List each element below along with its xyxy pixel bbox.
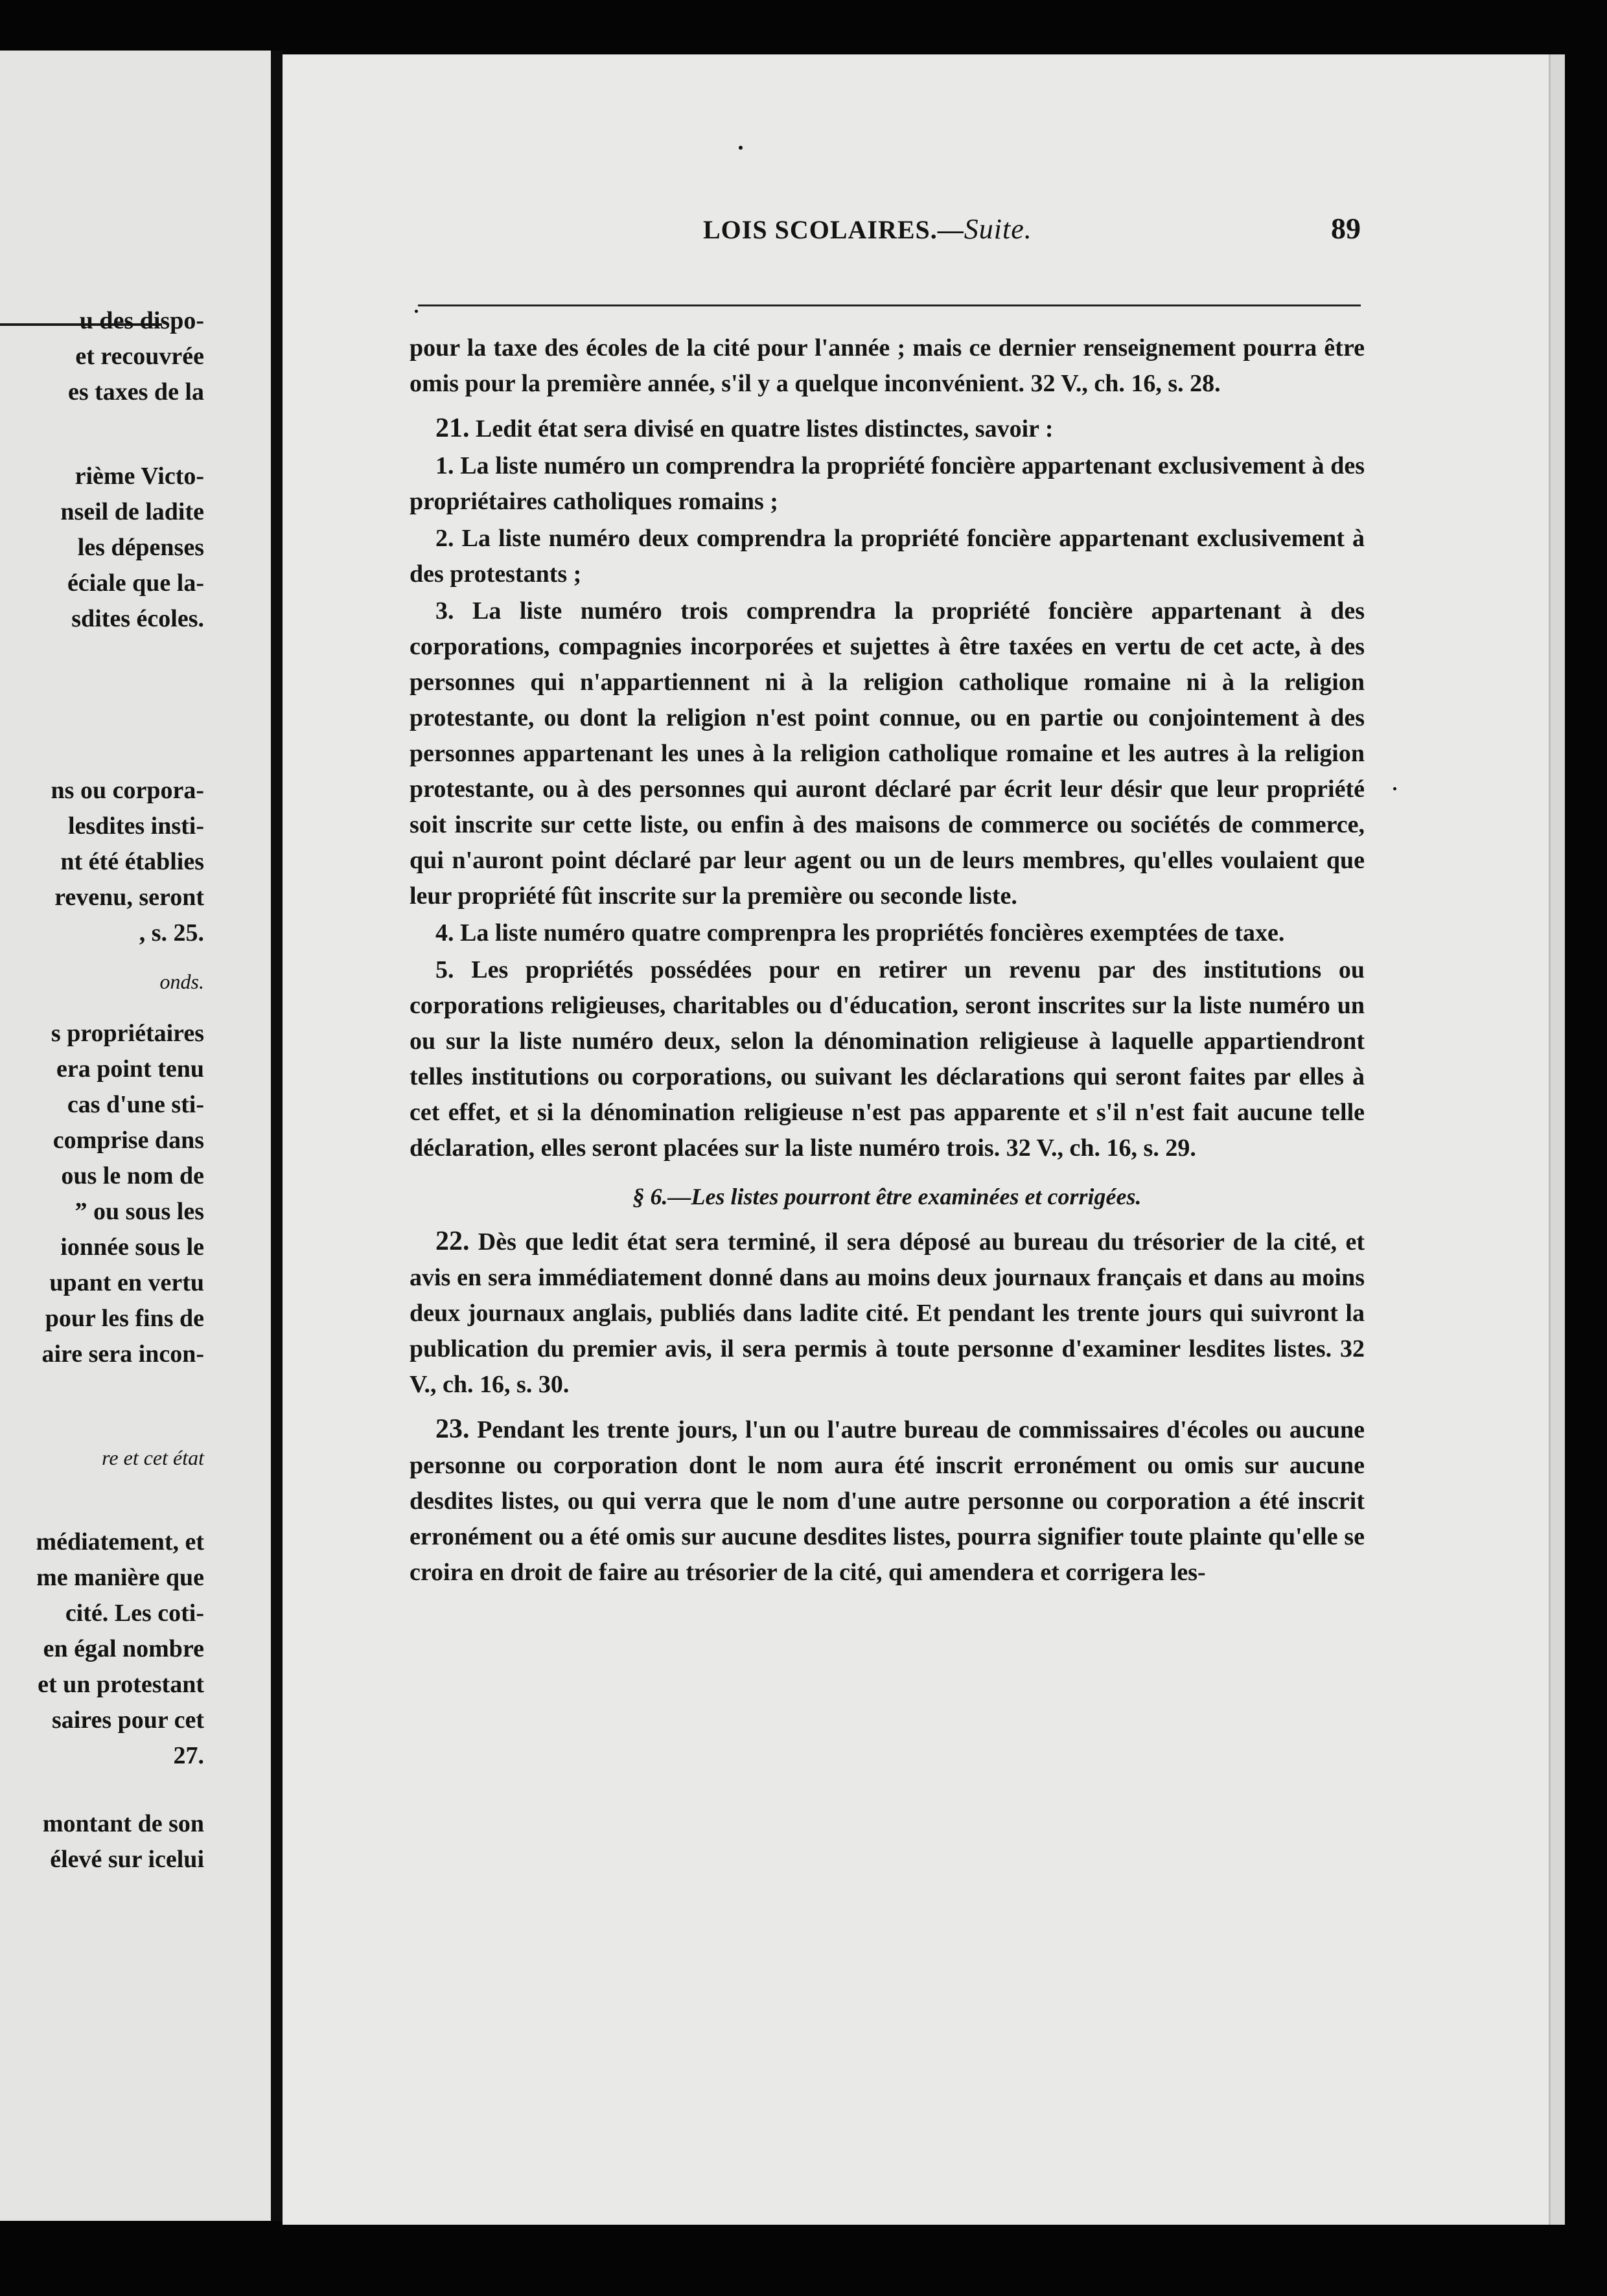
left-page-line: aire sera incon- — [41, 1340, 204, 1368]
scan-speck — [1393, 787, 1396, 790]
left-page-line: comprise dans — [52, 1127, 204, 1154]
scan-speck — [739, 146, 743, 150]
left-page-line: , s. 25. — [139, 919, 204, 947]
left-page-line: lesdites insti- — [67, 812, 204, 840]
page-body — [410, 330, 1365, 1590]
section-text: Dès que ledit état sera terminé, il sera déposé au bureau du trésorier de la cité, et avis en sera immédiatement donné dans au moins deux journaux français et dans au moins deux journaux anglais, publiés dans ladite cité. Et pendant les trente jours qui suivront la publication du premier avis, il sera permis à toute personne d'examiner lesdites listes. 32 V., ch. 16, s. 30. — [410, 1228, 1365, 1398]
left-page-line: pour les fins de — [45, 1305, 204, 1332]
left-page-line: nt été établies — [60, 848, 204, 875]
list-item-3: 3. La liste numéro trois comprendra la propriété foncière appartenant à des corporations, compagnies incorporées et sujettes à être taxées en vertu de cet acte, à des personnes qui n'appartiennent ni à la religion catholique romaine ni à la religion protestante, ou dont la religion n'est point connue, ou en partie ou conjointement à des personnes appartenant les unes à la religion catholique romaine et les autres à la religion protestante, ou à des personnes qui auront déclaré par écrit leur désir que leur propriété soit inscrite sur cette liste, ou enfin à des maisons de commerce ou sociétés de commerce, qui n'auront point déclaré par leur agent ou un de leurs membres, qu'elles voulaient que leur propriété fût inscrite sur la première ou seconde liste. — [410, 597, 1365, 910]
left-page-line: 27. — [173, 1742, 204, 1769]
left-page-line: re et cet état — [102, 1446, 204, 1469]
left-page-line: me manière que — [36, 1564, 204, 1591]
left-page-line: sdites écoles. — [71, 605, 204, 632]
section-number: 23. — [435, 1414, 470, 1444]
book-gutter — [271, 51, 283, 2221]
left-page-line: ous le nom de — [61, 1162, 204, 1189]
left-page-line: et un protestant — [38, 1671, 204, 1698]
section-23 — [410, 1412, 1365, 1590]
section-22 — [410, 1224, 1365, 1403]
left-page-line: ionnée sous le — [60, 1234, 204, 1261]
running-head-text: LOIS SCOLAIRES. — [703, 215, 938, 244]
running-head — [424, 206, 1361, 251]
paragraph-continued: pour la taxe des écoles de la cité pour l'année ; mais ce dernier renseignement pourra être omis pour la première année, s'il y a quelque inconvénient. 32 V., ch. 16, s. 28. — [410, 334, 1365, 397]
left-page-line: s propriétaires — [51, 1020, 204, 1047]
left-page-line: rième Victo- — [75, 463, 204, 490]
left-page-line: upant en vertu — [49, 1269, 204, 1296]
left-page-line: cité. Les coti- — [65, 1600, 204, 1627]
left-page-line: les dépenses — [77, 534, 204, 561]
header-rule — [418, 304, 1361, 306]
list-item-1: 1. La liste numéro un comprendra la propriété foncière appartenant exclusivement à des propriétaires catholiques romains ; — [410, 452, 1365, 515]
list-item-2: 2. La liste numéro deux comprendra la propriété foncière appartenant exclusivement à des protestants ; — [410, 525, 1365, 588]
left-page-line: es taxes de la — [67, 378, 204, 406]
left-page-line: médiatement, et — [36, 1528, 204, 1556]
section-text: Ledit état sera divisé en quatre listes distinctes, savoir : — [469, 415, 1054, 442]
left-page-fragment — [0, 51, 272, 2221]
left-page-line: montant de son — [42, 1810, 204, 1837]
left-page-line: élevé sur icelui — [50, 1846, 204, 1873]
left-page-line: éciale que la- — [67, 569, 204, 597]
left-page-line: ” ou sous les — [75, 1198, 204, 1225]
left-page-line: onds. — [159, 970, 204, 993]
left-page-line: ns ou corpora- — [51, 777, 204, 804]
scan-speck — [415, 310, 418, 313]
list-item-4: 4. La liste numéro quatre comprenpra les propriétés foncières exemptées de taxe. — [435, 919, 1285, 947]
left-page-line: u des dispo- — [79, 307, 204, 334]
section-number: 22. — [435, 1226, 470, 1256]
section-text: Pendant les trente jours, l'un ou l'autre bureau de commissaires d'écoles ou aucune personne ou corporation dont le nom aura été inscrit erronément ou omis sur aucune desdites listes, ou qui verra que le nom d'une autre personne ou corporation a été inscrit erronément ou a été omis sur aucune desdites listes, pourra signifier toute plainte qu'elle se croira en droit de faire au trésorier de la cité, qui amendera et corrigera les- — [410, 1416, 1365, 1586]
left-page-line: saires pour cet — [51, 1706, 204, 1734]
left-page-line: cas d'une sti- — [67, 1091, 204, 1118]
section-number: 21. — [435, 413, 470, 443]
left-page-line: et recouvrée — [75, 343, 204, 370]
left-page-line: revenu, seront — [54, 884, 204, 911]
page-edge — [1549, 54, 1565, 2225]
page-number: 89 — [1331, 212, 1361, 245]
left-page-line: en égal nombre — [43, 1635, 204, 1662]
list-item-5: 5. Les propriétés possédées pour en retirer un revenu par des institutions ou corporations religieuses, charitables ou d'éducation, seront inscrites sur la liste numéro un ou sur la liste numéro deux, selon la dénomination religieuse à laquelle appartiendront telles institutions ou corporations, ou suivant les déclarations qui seront faites par elles à cet effet, et si la dénomination religieuse n'est pas apparente et s'il n'est fait aucune telle déclaration, elles seront placées sur la liste numéro trois. 32 V., ch. 16, s. 29. — [410, 956, 1365, 1162]
section-21 — [410, 411, 1365, 447]
section-heading: § 6.—Les listes pourront être examinées et corrigées. — [632, 1184, 1142, 1210]
left-page-line: nseil de ladite — [60, 498, 204, 525]
running-head-suite: Suite. — [964, 213, 1032, 245]
left-page-line: era point tenu — [56, 1055, 204, 1083]
running-head-title: LOIS SCOLAIRES.—Suite. — [703, 213, 1032, 245]
